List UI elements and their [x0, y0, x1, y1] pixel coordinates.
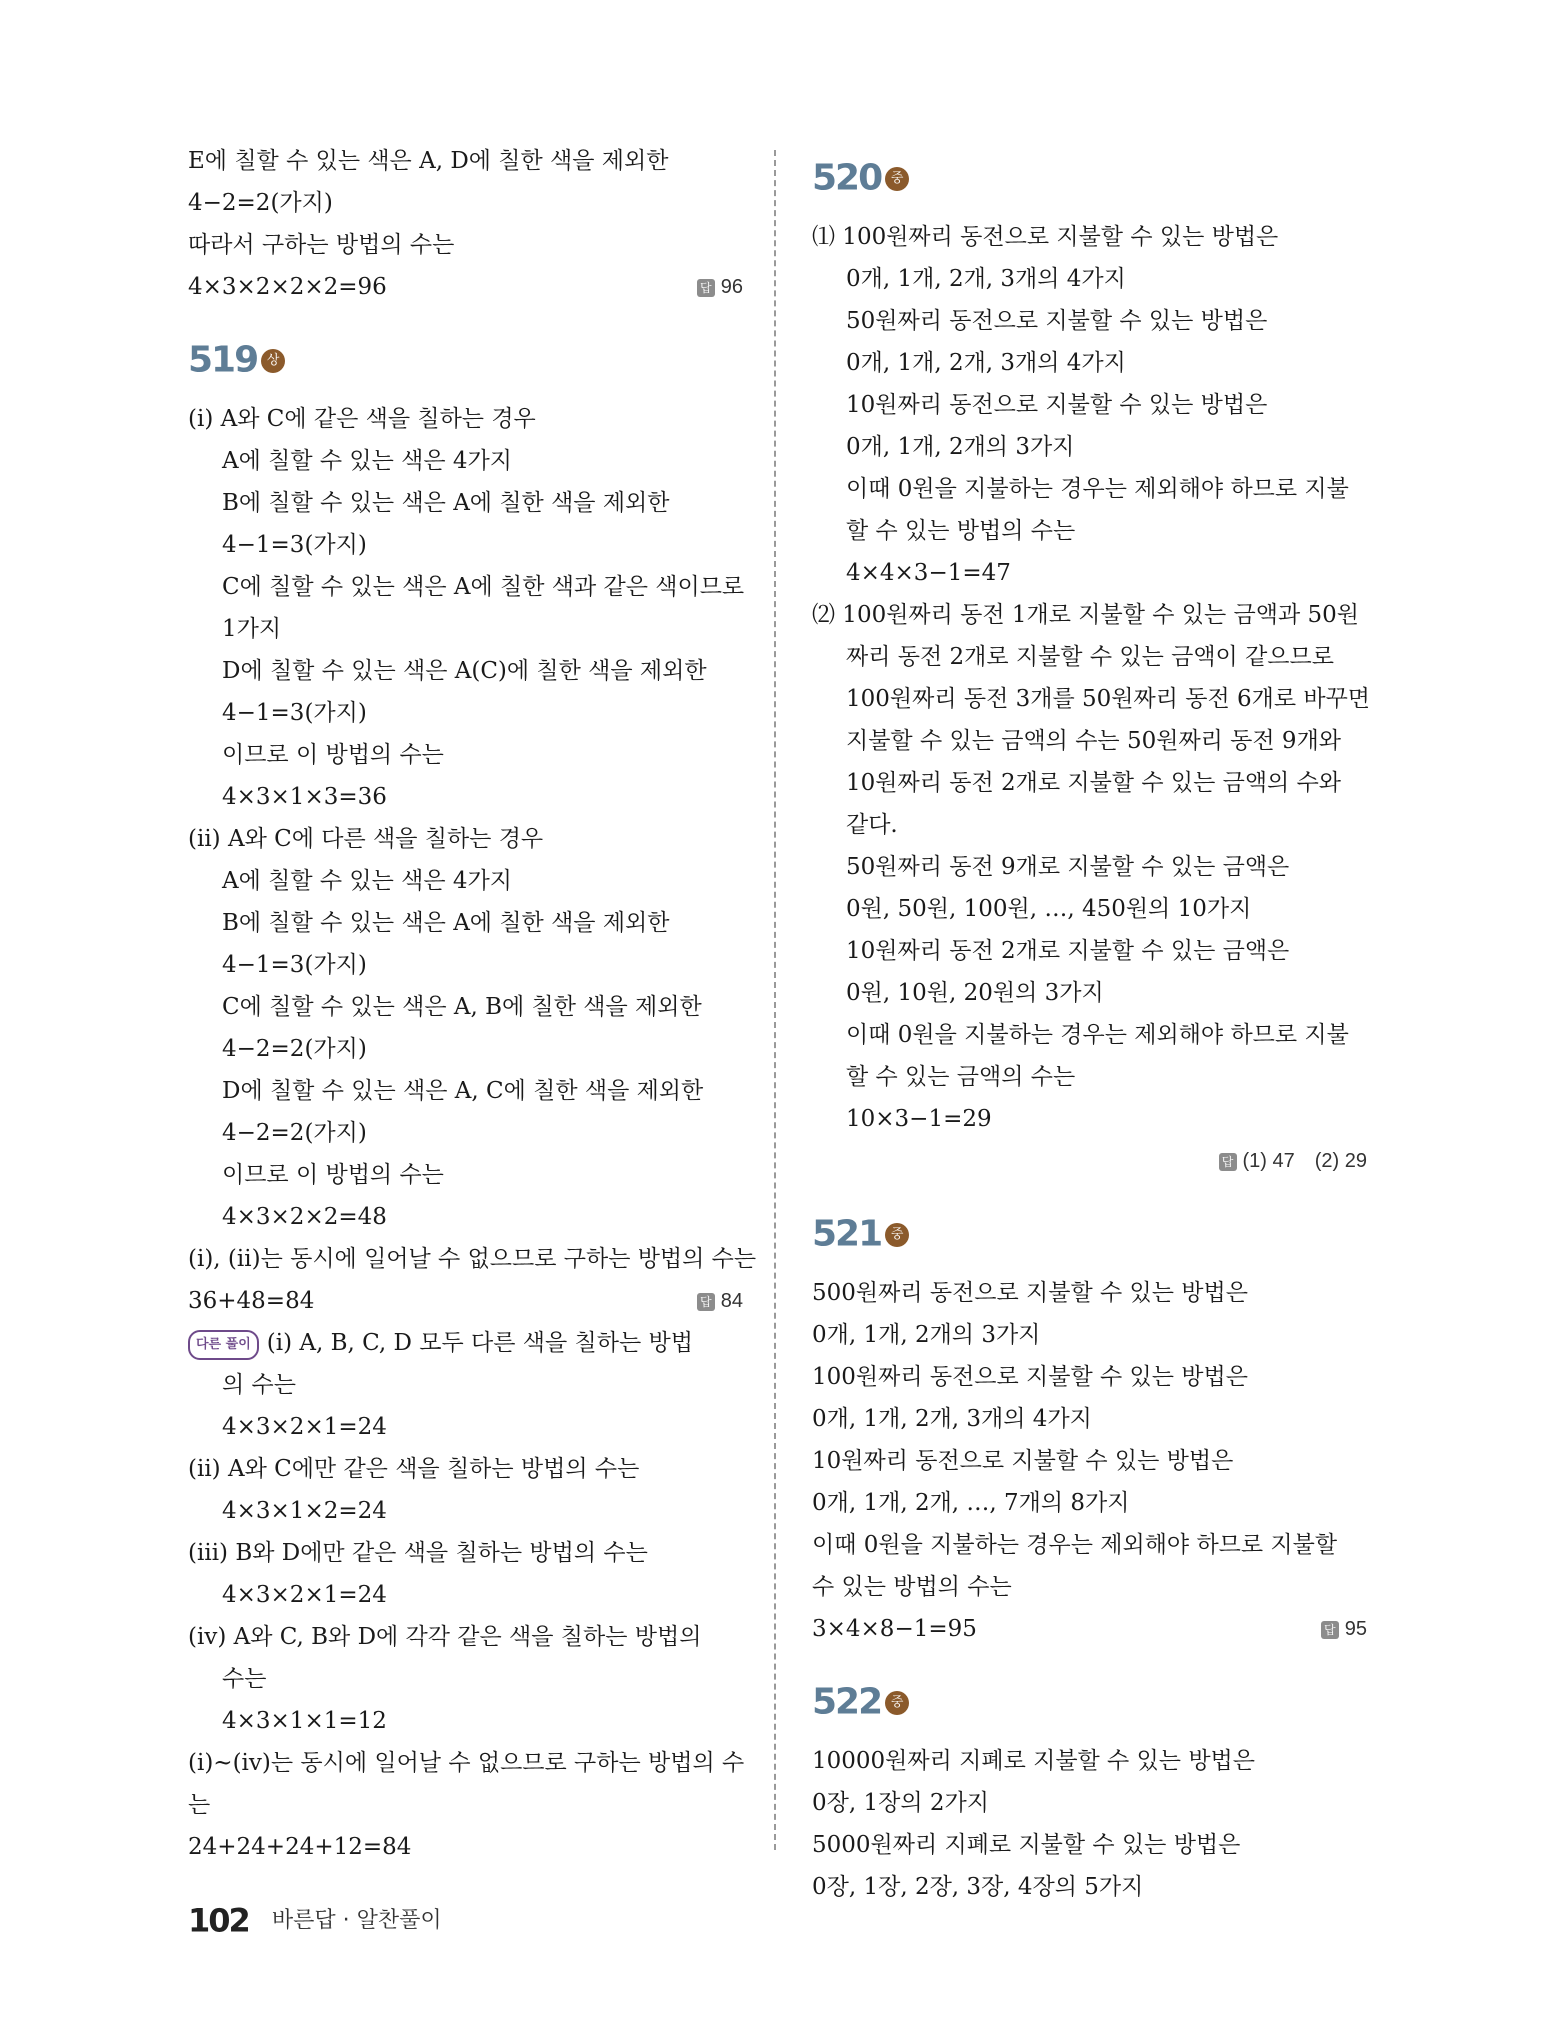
solution-line: [188, 1280, 743, 1322]
answer-value: 84: [720, 1290, 743, 1312]
answer-badge: [1219, 1140, 1368, 1182]
problem-header-522: [812, 1664, 1367, 1740]
solution-line: 0장, 1장, 2장, 3장, 4장의 5가지: [812, 1874, 1144, 1900]
answer-badge: [697, 1280, 743, 1322]
answer-value: 95: [1344, 1618, 1367, 1640]
intro-line: 4−2=2(가지): [188, 190, 333, 216]
alt-solution-line: 4×3×1×1=12: [222, 1708, 387, 1734]
answer-badge: [697, 266, 743, 308]
alt-solution-line: 4×3×2×1=24: [222, 1414, 387, 1440]
solution-line: 4−1=3(가지): [222, 532, 367, 558]
alt-solution-line: 수는: [222, 1666, 267, 1692]
solution-line: 50원짜리 동전 9개로 지불할 수 있는 금액은: [846, 854, 1290, 880]
problem-header-519: [188, 322, 743, 398]
solution-line: (ⅱ) A와 C에 다른 색을 칠하는 경우: [188, 826, 544, 852]
solution-line: 100원짜리 동전으로 지불할 수 있는 방법은: [812, 1364, 1248, 1390]
solution-line: 4−1=3(가지): [222, 952, 367, 978]
answer-line: [812, 1140, 1367, 1182]
solution-line: 4−2=2(가지): [222, 1120, 367, 1146]
solution-line: 0개, 1개, 2개, 3개의 4가지: [812, 1406, 1092, 1432]
difficulty-badge: 중: [885, 167, 909, 191]
solution-line: 이때 0원을 지불하는 경우는 제외해야 하므로 지불: [846, 476, 1349, 502]
alt-text: (ⅰ) A, B, C, D 모두 다른 색을 칠하는 방법: [266, 1330, 693, 1356]
equation: 3×4×8−1=95: [812, 1616, 977, 1642]
column-divider: [774, 150, 776, 1850]
intro-line: E에 칠할 수 있는 색은 A, D에 칠한 색을 제외한: [188, 148, 669, 174]
problem-header-520: [812, 140, 1367, 216]
answer-value: 96: [720, 276, 743, 298]
left-column: [188, 140, 757, 1868]
solution-line: 4×3×2×2=48: [222, 1204, 387, 1230]
solution-line: 0원, 10원, 20원의 3가지: [846, 980, 1104, 1006]
alt-solution-line: 4×3×1×2=24: [222, 1498, 387, 1524]
alt-solution-line: [188, 1322, 743, 1364]
intro-line: 따라서 구하는 방법의 수는: [188, 232, 455, 258]
solution-line: B에 칠할 수 있는 색은 A에 칠한 색을 제외한: [222, 490, 670, 516]
solution-line: 10원짜리 동전 2개로 지불할 수 있는 금액은: [846, 938, 1290, 964]
page-number: 102: [188, 1901, 249, 1940]
page-footer: [188, 1895, 442, 1945]
solution-line: 500원짜리 동전으로 지불할 수 있는 방법은: [812, 1280, 1248, 1306]
solution-line: 1가지: [222, 616, 282, 642]
solution-line: 10원짜리 동전으로 지불할 수 있는 방법은: [846, 392, 1268, 418]
solution-line: C에 칠할 수 있는 색은 A에 칠한 색과 같은 색이므로: [222, 574, 745, 600]
solution-line: [812, 1608, 1367, 1650]
alt-solution-line: (ⅱ) A와 C에만 같은 색을 칠하는 방법의 수는: [188, 1456, 640, 1482]
solution-line: 0장, 1장의 2가지: [812, 1790, 989, 1816]
solution-line: 0개, 1개, 2개, 3개의 4가지: [846, 350, 1126, 376]
solution-line: 10원짜리 동전으로 지불할 수 있는 방법은: [812, 1448, 1234, 1474]
solution-line: 4−1=3(가지): [222, 700, 367, 726]
alt-solution-line: 24+24+24+12=84: [188, 1834, 412, 1860]
solution-line: 4×3×1×3=36: [222, 784, 387, 810]
solution-line: 이때 0원을 지불하는 경우는 제외해야 하므로 지불할: [812, 1532, 1338, 1558]
solution-line: ⑵ 100원짜리 동전 1개로 지불할 수 있는 금액과 50원: [812, 602, 1359, 628]
answer-value: (1) 47 (2) 29: [1242, 1150, 1367, 1172]
solution-line: 50원짜리 동전으로 지불할 수 있는 방법은: [846, 308, 1268, 334]
solution-line: 0개, 1개, 2개의 3가지: [812, 1322, 1041, 1348]
solution-line: D에 칠할 수 있는 색은 A, C에 칠한 색을 제외한: [222, 1078, 704, 1104]
problem-number: 519: [188, 339, 258, 381]
answer-badge: [1321, 1608, 1367, 1650]
solution-line: B에 칠할 수 있는 색은 A에 칠한 색을 제외한: [222, 910, 670, 936]
solution-line: 10000원짜리 지폐로 지불할 수 있는 방법은: [812, 1748, 1255, 1774]
right-column: [812, 140, 1371, 1908]
answer-icon: 답: [1219, 1153, 1237, 1171]
solution-line: 4−2=2(가지): [222, 1036, 367, 1062]
solution-line: 4×4×3−1=47: [846, 560, 1011, 586]
solution-line: 이때 0원을 지불하는 경우는 제외해야 하므로 지불: [846, 1022, 1349, 1048]
alt-solution-line: (ⅳ) A와 C, B와 D에 각각 같은 색을 칠하는 방법의: [188, 1624, 702, 1650]
solution-line: 이므로 이 방법의 수는: [222, 1162, 444, 1188]
solution-line: 이므로 이 방법의 수는: [222, 742, 444, 768]
alt-solution-line: (ⅲ) B와 D에만 같은 색을 칠하는 방법의 수는: [188, 1540, 648, 1566]
solution-line: 지불할 수 있는 금액의 수는 50원짜리 동전 9개와: [846, 728, 1342, 754]
solution-line: 0개, 1개, 2개, …, 7개의 8가지: [812, 1490, 1130, 1516]
solution-line: 수 있는 방법의 수는: [812, 1574, 1012, 1600]
solution-line: 10원짜리 동전 2개로 지불할 수 있는 금액의 수와: [846, 770, 1342, 796]
solution-line: 0개, 1개, 2개, 3개의 4가지: [846, 266, 1126, 292]
answer-icon: 답: [697, 279, 715, 297]
solution-line: 5000원짜리 지폐로 지불할 수 있는 방법은: [812, 1832, 1241, 1858]
alt-solution-line: 4×3×2×1=24: [222, 1582, 387, 1608]
equation: 4×3×2×2×2=96: [188, 274, 387, 300]
answer-icon: 답: [1321, 1621, 1339, 1639]
solution-line: (ⅰ) A와 C에 같은 색을 칠하는 경우: [188, 406, 536, 432]
solution-line: (ⅰ), (ⅱ)는 동시에 일어날 수 없으므로 구하는 방법의 수는: [188, 1246, 757, 1272]
book-title: 바른답 · 알찬풀이: [271, 1907, 442, 1933]
problem-number: 520: [812, 157, 882, 199]
solution-line: A에 칠할 수 있는 색은 4가지: [222, 448, 512, 474]
equation: 36+48=84: [188, 1288, 315, 1314]
solution-line: D에 칠할 수 있는 색은 A(C)에 칠한 색을 제외한: [222, 658, 707, 684]
alt-solution-line: (ⅰ)~(ⅳ)는 동시에 일어날 수 없으므로 구하는 방법의 수: [188, 1750, 745, 1776]
solution-line: 10×3−1=29: [846, 1106, 992, 1132]
solution-line: 0개, 1개, 2개의 3가지: [846, 434, 1075, 460]
solution-line: 할 수 있는 금액의 수는: [846, 1064, 1076, 1090]
solution-line: 할 수 있는 방법의 수는: [846, 518, 1076, 544]
problem-number: 521: [812, 1213, 882, 1255]
intro-line: [188, 266, 743, 308]
problem-number: 522: [812, 1681, 882, 1723]
solution-line: A에 칠할 수 있는 색은 4가지: [222, 868, 512, 894]
solution-line: 짜리 동전 2개로 지불할 수 있는 금액이 같으므로: [846, 644, 1334, 670]
alt-solution-line: 의 수는: [222, 1372, 296, 1398]
alt-solution-tag: 다른 풀이: [188, 1330, 259, 1360]
difficulty-badge: 중: [885, 1691, 909, 1715]
solution-line: 같다.: [846, 812, 898, 838]
answer-icon: 답: [697, 1293, 715, 1311]
solution-line: 100원짜리 동전 3개를 50원짜리 동전 6개로 바꾸면: [846, 686, 1371, 712]
difficulty-badge: 상: [261, 349, 285, 373]
solution-line: 0원, 50원, 100원, …, 450원의 10가지: [846, 896, 1252, 922]
solution-line: ⑴ 100원짜리 동전으로 지불할 수 있는 방법은: [812, 224, 1279, 250]
problem-header-521: [812, 1196, 1367, 1272]
solution-line: C에 칠할 수 있는 색은 A, B에 칠한 색을 제외한: [222, 994, 702, 1020]
difficulty-badge: 중: [885, 1223, 909, 1247]
alt-solution-line: 는: [188, 1792, 211, 1818]
